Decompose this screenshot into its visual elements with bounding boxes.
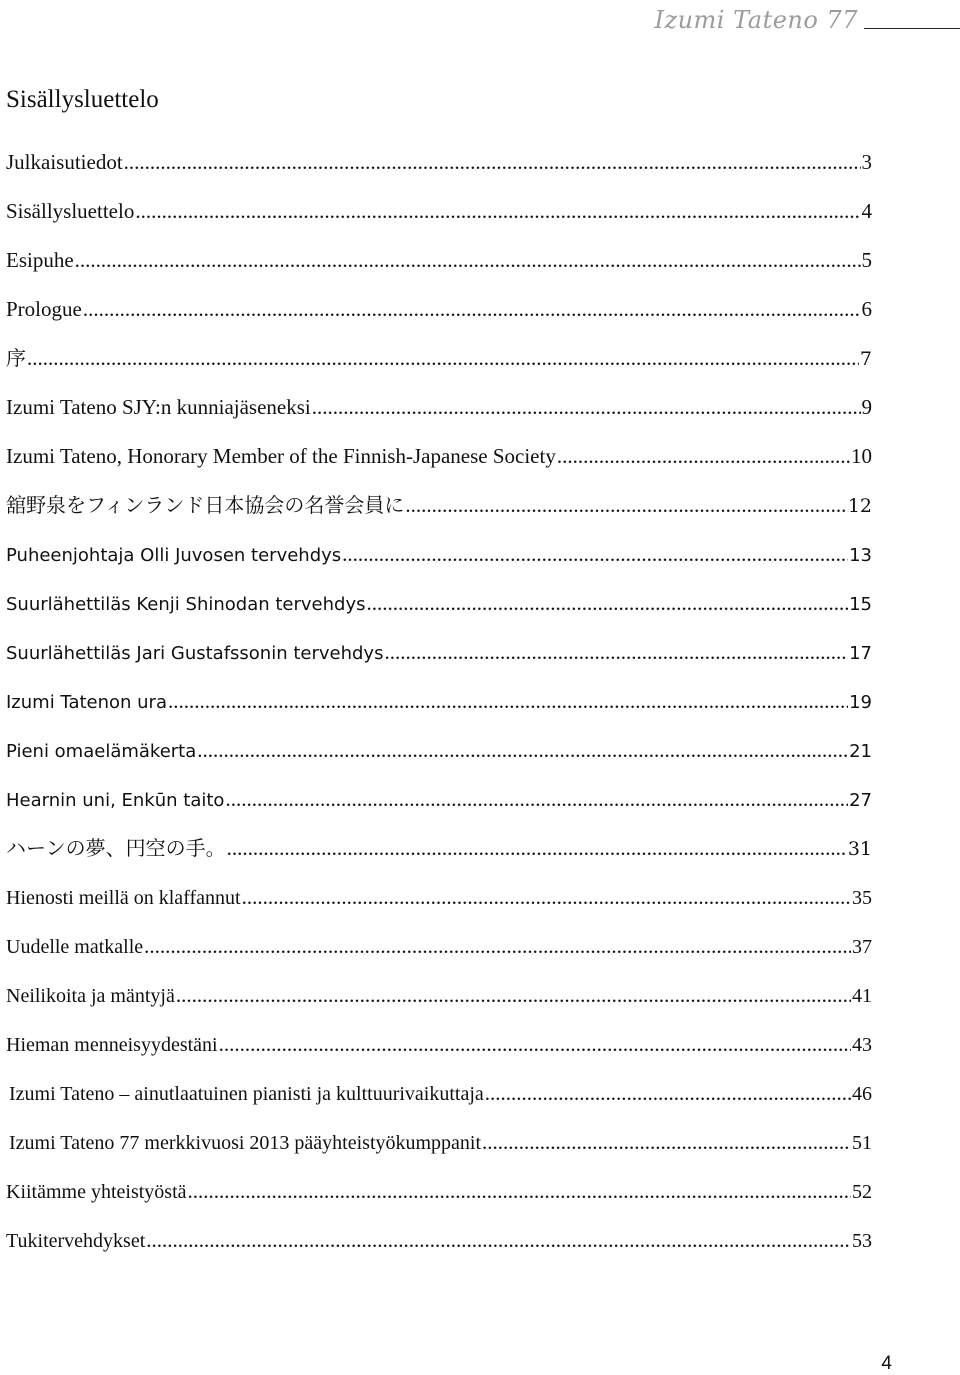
toc-dot-leader bbox=[225, 781, 848, 817]
toc-entry-page: 27 bbox=[849, 790, 872, 811]
toc-entry-page: 35 bbox=[852, 887, 872, 909]
toc-list bbox=[6, 144, 872, 1271]
toc-dot-leader bbox=[405, 487, 846, 523]
toc-entry-label: Izumi Tatenon ura bbox=[6, 692, 167, 713]
toc-entry[interactable] bbox=[6, 928, 872, 977]
toc-entry-label: Kiitämme yhteistyöstä bbox=[6, 1181, 187, 1203]
toc-entry[interactable] bbox=[6, 144, 872, 193]
toc-dot-leader bbox=[176, 977, 851, 1013]
toc-entry[interactable] bbox=[6, 438, 872, 487]
toc-dot-leader bbox=[146, 1222, 851, 1258]
toc-entry-label: Esipuhe bbox=[6, 248, 74, 272]
toc-entry-page: 4 bbox=[861, 199, 872, 223]
toc-entry-label: Izumi Tateno – ainutlaatuinen pianisti ja kulttuurivaikuttaja bbox=[9, 1083, 484, 1105]
toc-entry[interactable] bbox=[6, 1222, 872, 1271]
toc-entry-label: Hieman menneisyydestäni bbox=[6, 1034, 218, 1056]
toc-entry-label: 序 bbox=[6, 346, 26, 370]
page-number: 4 bbox=[881, 1353, 892, 1374]
toc-entry-page: 17 bbox=[849, 643, 872, 664]
toc-dot-leader bbox=[384, 634, 848, 670]
toc-dot-leader bbox=[242, 879, 851, 915]
toc-entry-page: 12 bbox=[847, 495, 872, 517]
toc-dot-leader bbox=[27, 340, 859, 376]
toc-entry[interactable] bbox=[6, 683, 872, 732]
toc-entry-label: Hienosti meillä on klaffannut bbox=[6, 887, 241, 909]
toc-entry-page: 10 bbox=[851, 444, 872, 468]
toc-entry[interactable] bbox=[6, 340, 872, 389]
toc-entry-page: 7 bbox=[859, 348, 872, 370]
toc-entry-page: 9 bbox=[861, 395, 872, 419]
toc-entry[interactable] bbox=[6, 1075, 872, 1124]
toc-entry-label: Hearnin uni, Enkūn taito bbox=[6, 790, 225, 811]
toc-entry-page: 5 bbox=[861, 248, 872, 272]
toc-dot-leader bbox=[557, 438, 850, 474]
toc-entry-label: Prologue bbox=[6, 297, 82, 321]
toc-dot-leader bbox=[135, 193, 860, 229]
toc-entry[interactable] bbox=[6, 1124, 872, 1173]
toc-entry-label: Suurlähettiläs Kenji Shinodan tervehdys bbox=[6, 594, 366, 615]
toc-dot-leader bbox=[197, 732, 848, 768]
toc-entry-label: Izumi Tateno 77 merkkivuosi 2013 pääyhteistyökumppanit bbox=[9, 1132, 482, 1154]
toc-entry-label: Izumi Tateno, Honorary Member of the Finnish-Japanese Society bbox=[6, 444, 556, 468]
toc-entry-label: Puheenjohtaja Olli Juvosen tervehdys bbox=[6, 545, 342, 566]
running-header bbox=[640, 6, 960, 34]
toc-entry-label: ハーンの夢、円空の手。 bbox=[6, 836, 226, 860]
toc-dot-leader bbox=[219, 1026, 851, 1062]
toc-entry[interactable] bbox=[6, 1026, 872, 1075]
toc-entry-page: 31 bbox=[847, 838, 872, 860]
toc-entry[interactable] bbox=[6, 732, 872, 781]
toc-entry-label: Izumi Tateno SJY:n kunniajäseneksi bbox=[6, 395, 311, 419]
toc-dot-leader bbox=[342, 536, 848, 572]
toc-entry-page: 15 bbox=[849, 594, 872, 615]
toc-dot-leader bbox=[485, 1075, 851, 1111]
toc-dot-leader bbox=[366, 585, 848, 621]
toc-entry-label: Neilikoita ja mäntyjä bbox=[6, 985, 175, 1007]
toc-entry-page: 51 bbox=[852, 1132, 872, 1154]
toc-entry-page: 41 bbox=[852, 985, 872, 1007]
toc-entry-label: Pieni omaelämäkerta bbox=[6, 741, 197, 762]
toc-entry-label: Tukitervehdykset bbox=[6, 1230, 146, 1252]
toc-entry-label: Sisällysluettelo bbox=[6, 199, 135, 223]
toc-entry-page: 6 bbox=[861, 297, 872, 321]
toc-entry-page: 37 bbox=[852, 936, 872, 958]
toc-entry-page: 3 bbox=[861, 150, 872, 174]
toc-entry[interactable] bbox=[6, 781, 872, 830]
toc-dot-leader bbox=[75, 242, 861, 278]
toc-entry-page: 13 bbox=[849, 545, 872, 566]
toc-entry-label: 舘野泉をフィンランド日本協会の名誉会員に bbox=[6, 493, 405, 517]
toc-entry[interactable] bbox=[6, 242, 872, 291]
toc-entry[interactable] bbox=[6, 977, 872, 1026]
toc-dot-leader bbox=[83, 291, 861, 327]
toc-dot-leader bbox=[124, 144, 861, 180]
toc-entry[interactable] bbox=[6, 830, 872, 879]
toc-entry[interactable] bbox=[6, 634, 872, 683]
toc-dot-leader bbox=[144, 928, 851, 964]
toc-entry-page: 43 bbox=[852, 1034, 872, 1056]
toc-entry-page: 53 bbox=[852, 1230, 872, 1252]
toc-entry-label: Julkaisutiedot bbox=[6, 150, 123, 174]
toc-dot-leader bbox=[227, 830, 847, 866]
toc-entry[interactable] bbox=[6, 389, 872, 438]
toc-dot-leader bbox=[188, 1173, 851, 1209]
toc-entry[interactable] bbox=[6, 536, 872, 585]
running-header-title: Izumi Tateno 77 bbox=[654, 6, 858, 34]
toc-title: Sisällysluettelo bbox=[6, 86, 159, 113]
toc-entry-page: 21 bbox=[849, 741, 872, 762]
toc-entry-page: 19 bbox=[849, 692, 872, 713]
toc-entry-label: Suurlähettiläs Jari Gustafssonin tervehdys bbox=[6, 643, 384, 664]
toc-entry[interactable] bbox=[6, 1173, 872, 1222]
running-header-rule bbox=[864, 28, 960, 29]
toc-entry[interactable] bbox=[6, 193, 872, 242]
toc-entry-page: 52 bbox=[852, 1181, 872, 1203]
toc-dot-leader bbox=[312, 389, 861, 425]
toc-dot-leader bbox=[482, 1124, 851, 1160]
toc-entry[interactable] bbox=[6, 291, 872, 340]
toc-dot-leader bbox=[168, 683, 848, 719]
toc-entry[interactable] bbox=[6, 487, 872, 536]
toc-entry[interactable] bbox=[6, 879, 872, 928]
toc-entry-label: Uudelle matkalle bbox=[6, 936, 144, 958]
toc-entry-page: 46 bbox=[852, 1083, 872, 1105]
toc-entry[interactable] bbox=[6, 585, 872, 634]
